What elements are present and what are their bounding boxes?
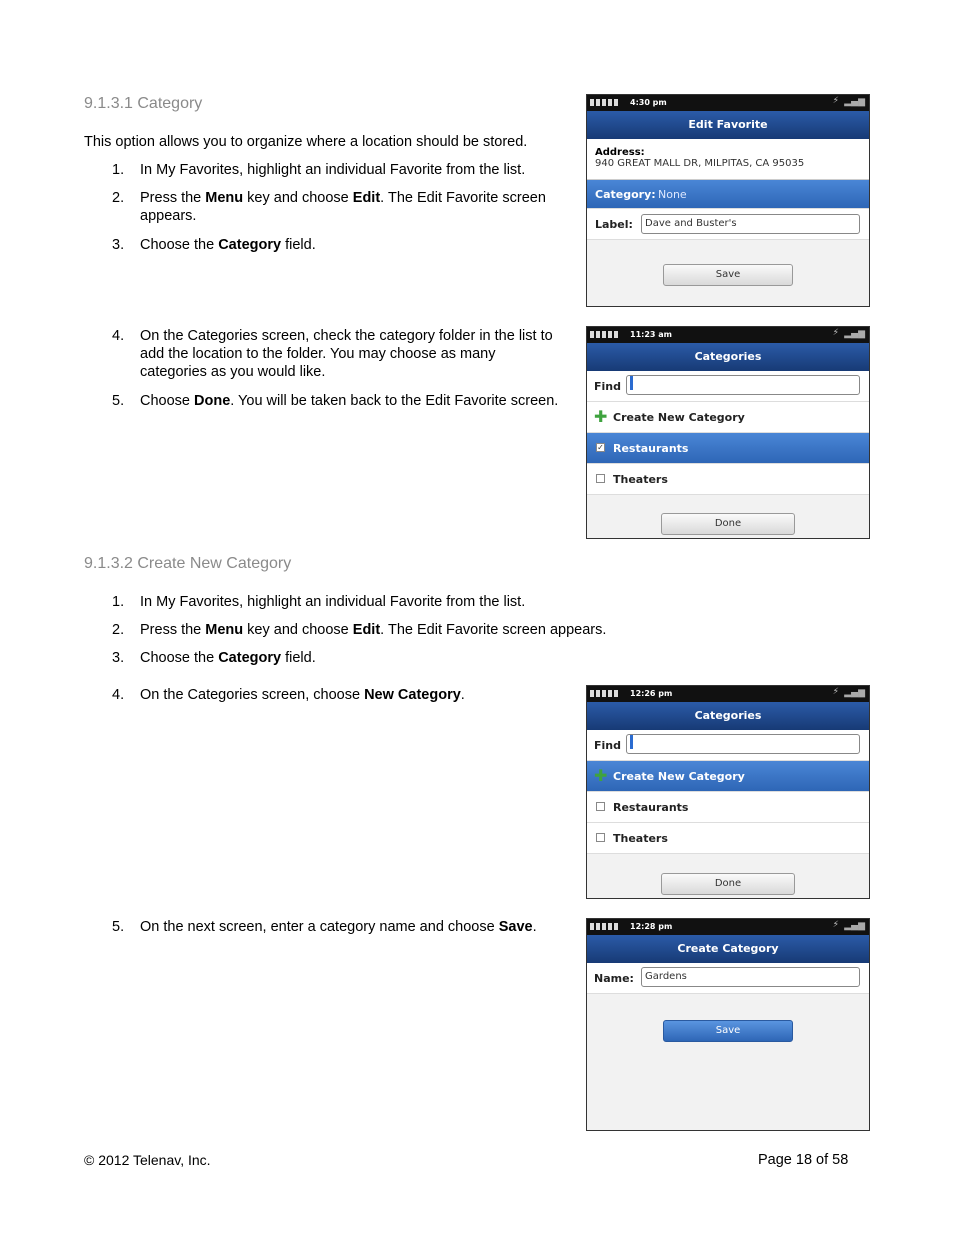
battery-icon [590, 690, 620, 697]
battery-icon [590, 331, 620, 338]
category-label: Category: [595, 188, 656, 201]
item-label: Restaurants [613, 801, 689, 814]
section-heading-create-new-category: 9.1.3.2 Create New Category [84, 555, 292, 572]
find-row [587, 730, 869, 761]
status-bar [587, 686, 869, 702]
create-new-category-item[interactable] [587, 761, 869, 792]
find-row [587, 371, 869, 402]
step-number: 1. [112, 594, 125, 610]
status-bar [587, 95, 869, 111]
find-label: Find [594, 380, 621, 393]
signal-icon: ▂▄▆ [844, 688, 865, 698]
screen-title: Edit Favorite [587, 111, 869, 139]
text-cursor [630, 376, 633, 390]
category-item-restaurants[interactable] [587, 433, 869, 464]
save-button[interactable]: Save [663, 264, 793, 286]
step-text: On the Categories screen, check the category folder in the list to add the location to the folder. You may choose as many categories as you would like. [140, 328, 553, 380]
step-number: 1. [112, 162, 125, 178]
network-icon: ⚡ [832, 920, 839, 930]
step-number: 2. [112, 622, 125, 638]
step-number: 5. [112, 919, 125, 935]
step-number: 3. [112, 237, 125, 253]
category-item-theaters[interactable] [587, 464, 869, 495]
battery-icon [590, 923, 620, 930]
name-input[interactable]: Gardens [641, 967, 860, 987]
item-label: Create New Category [613, 770, 745, 783]
label-label: Label: [595, 218, 633, 231]
step-text: In My Favorites, highlight an individual Favorite from the list. [140, 162, 526, 178]
section-heading-category: 9.1.3.1 Category [84, 95, 203, 112]
item-label: Create New Category [613, 411, 745, 424]
clock: 4:30 pm [630, 98, 667, 107]
clock: 12:28 pm [630, 922, 673, 931]
checkbox-icon[interactable] [596, 474, 605, 483]
step-text: In My Favorites, highlight an individual Favorite from the list. [140, 594, 526, 610]
step-text: On the Categories screen, choose New Category. [140, 687, 465, 703]
clock: 12:26 pm [630, 689, 673, 698]
plus-icon: ✚ [594, 407, 608, 426]
intro-paragraph: This option allows you to organize where a location should be stored. [84, 134, 528, 150]
save-button[interactable]: Save [663, 1020, 793, 1042]
step-number: 4. [112, 687, 125, 703]
screen-title: Categories [587, 702, 869, 730]
item-label: Theaters [613, 473, 668, 486]
screenshot-categories-new [586, 685, 870, 899]
label-row [587, 209, 869, 240]
network-icon: ⚡ [832, 328, 839, 338]
step-text: Press the Menu key and choose Edit. The Edit Favorite screen appears. [140, 622, 607, 638]
screen-title: Create Category [587, 935, 869, 963]
find-input[interactable] [626, 375, 860, 395]
category-item-theaters[interactable] [587, 823, 869, 854]
name-row [587, 963, 869, 994]
checkbox-icon[interactable] [596, 802, 605, 811]
item-label: Theaters [613, 832, 668, 845]
category-value: None [658, 188, 687, 201]
name-label: Name: [594, 972, 634, 985]
status-bar [587, 327, 869, 343]
checkbox-checked-icon[interactable]: ✓ [597, 443, 604, 452]
signal-icon: ▂▄▆ [844, 97, 865, 107]
create-new-category-item[interactable] [587, 402, 869, 433]
address-value: 940 GREAT MALL DR, MILPITAS, CA 95035 [595, 158, 805, 169]
find-label: Find [594, 739, 621, 752]
step-number: 5. [112, 393, 125, 409]
status-bar [587, 919, 869, 935]
checkbox-icon[interactable] [596, 833, 605, 842]
network-icon: ⚡ [832, 687, 839, 697]
step-number: 3. [112, 650, 125, 666]
footer-copyright: © 2012 Telenav, Inc. [84, 1152, 211, 1168]
text-cursor [630, 735, 633, 749]
footer-page-number: Page 18 of 58 [758, 1152, 849, 1168]
step-text: Choose the Category field. [140, 650, 316, 666]
step-number: 4. [112, 328, 125, 344]
clock: 11:23 am [630, 330, 672, 339]
step-number: 2. [112, 190, 125, 206]
signal-icon: ▂▄▆ [844, 921, 865, 931]
battery-icon [590, 99, 620, 106]
category-field[interactable] [587, 180, 869, 209]
done-button[interactable]: Done [661, 873, 795, 895]
screenshot-categories-checked [586, 326, 870, 539]
done-button[interactable]: Done [661, 513, 795, 535]
step-text: Press the Menu key and choose Edit. The Edit Favorite screen appears. [140, 190, 546, 224]
address-row[interactable] [587, 139, 869, 180]
signal-icon: ▂▄▆ [844, 329, 865, 339]
step-text: Choose Done. You will be taken back to the Edit Favorite screen. [140, 393, 559, 409]
address-label: Address: [595, 147, 645, 158]
step-text: On the next screen, enter a category name and choose Save. [140, 919, 537, 935]
find-input[interactable] [626, 734, 860, 754]
screenshot-edit-favorite [586, 94, 870, 307]
item-label: Restaurants [613, 442, 689, 455]
network-icon: ⚡ [832, 96, 839, 106]
screen-title: Categories [587, 343, 869, 371]
category-item-restaurants[interactable] [587, 792, 869, 823]
screenshot-create-category [586, 918, 870, 1131]
plus-icon: ✚ [594, 766, 608, 785]
step-text: Choose the Category field. [140, 237, 316, 253]
label-input[interactable]: Dave and Buster's [641, 214, 860, 234]
